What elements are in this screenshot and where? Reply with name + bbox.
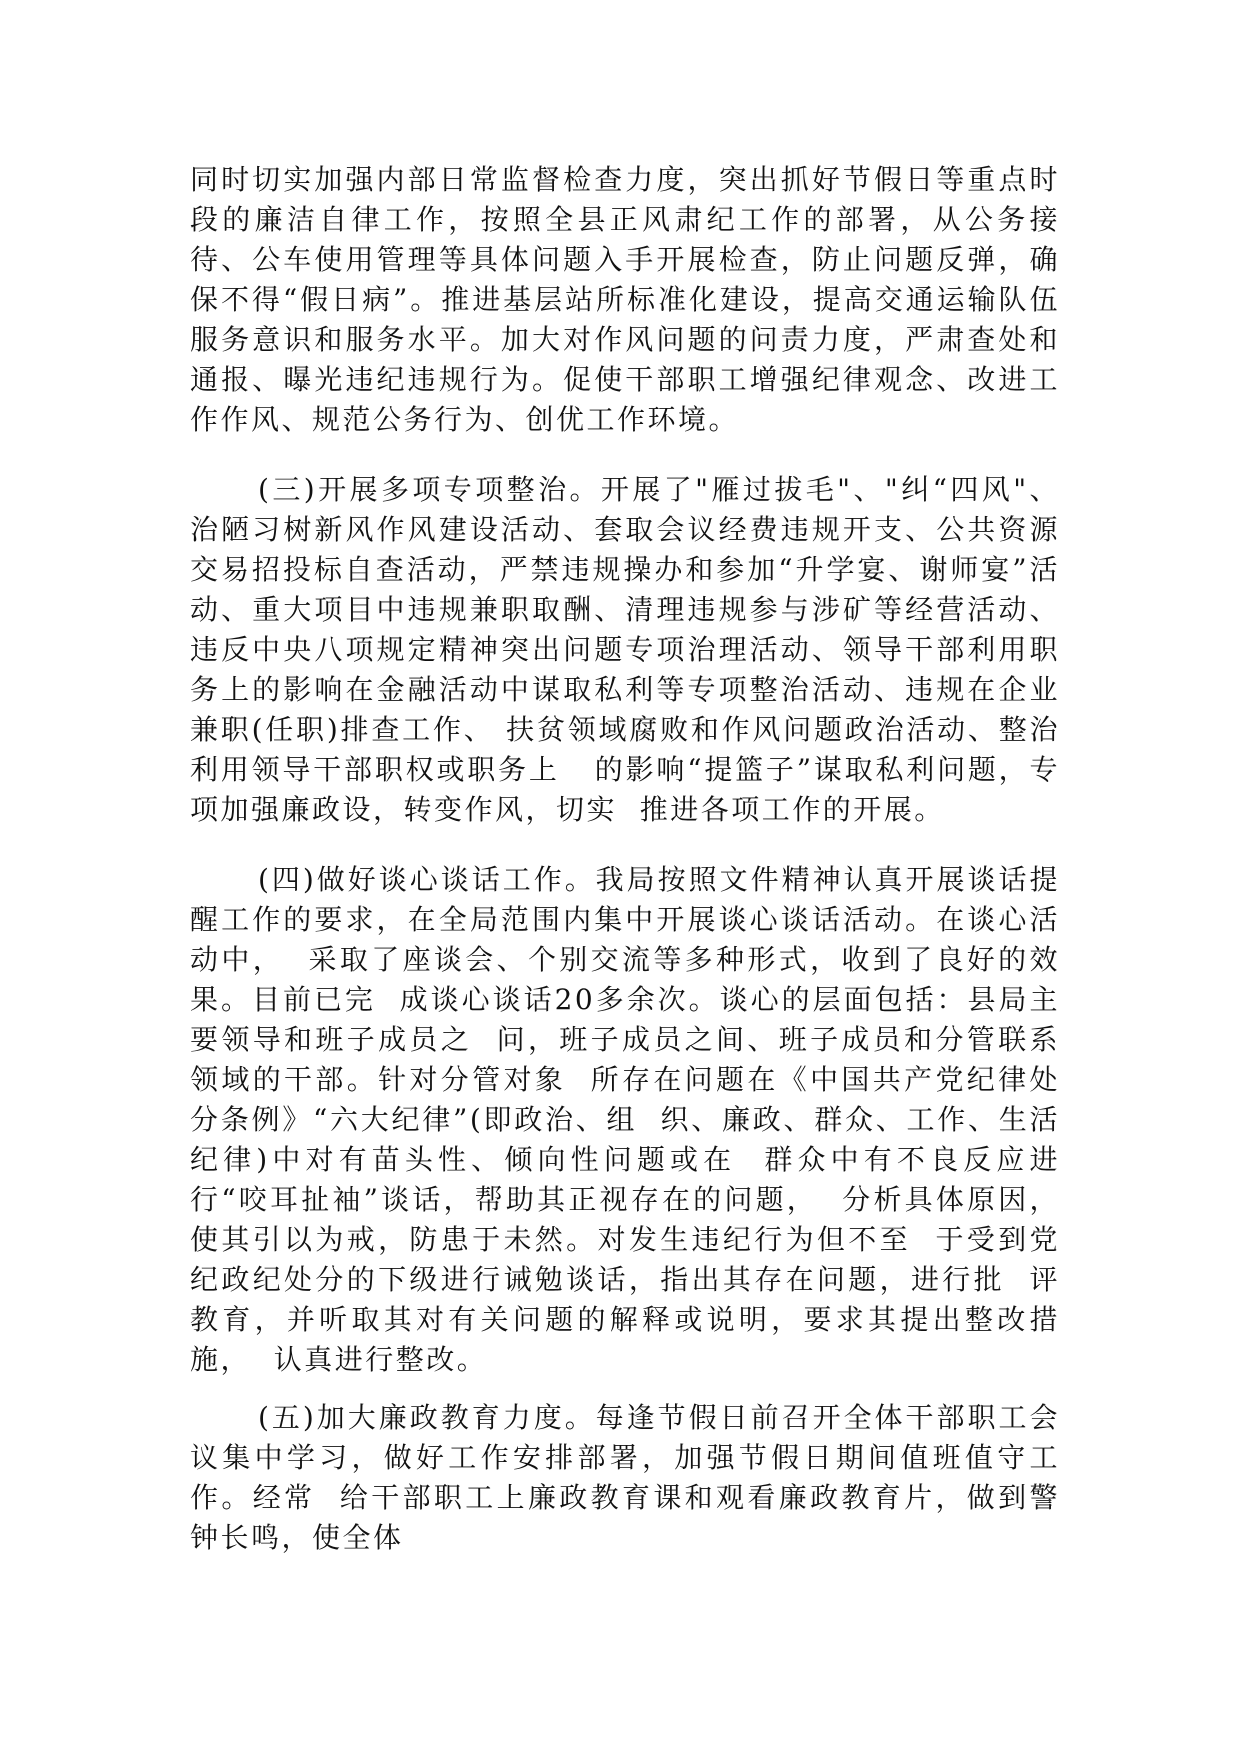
paragraph-section-5: (五)加大廉政教育力度。每逢节假日前召开全体干部职工会议集中学习，做好工作安排部署，加强节假日期间值班值守工作。经常 给干部职工上廉政教育课和观看廉政教育片，做到警钟长鸣，使全体	[190, 1401, 1060, 1554]
paragraph-section-4: (四)做好谈心谈话工作。我局按照文件精神认真开展谈话提醒工作的要求，在全局范围内集中开展谈心谈话活动。在谈心活动中， 采取了座谈会、个别交流等多种形式，收到了良好的效果。目前已完 成谈心谈话20多余次。谈心的层面包括：县局主要领导和班子成员之 问，班子成员之间、班子成员和分管联系领域的干部。针对分管对象 所存在问题在《中国共产党纪律处分条例》“六大纪律”(即政治、组 织、廉政、群众、工作、生活纪律)中对有苗头性、倾向性问题或在 群众中有不良反应进行“咬耳扯袖”谈话，帮助其正视存在的问题， 分析具体原因，使其引以为戒，防患于未然。对发生违纪行为但不至 于受到党纪政纪处分的下级进行诫勉谈话，指出其存在问题，进行批 评教育，并听取其对有关问题的解释或说明，要求其提出整改措施， 认真进行整改。	[190, 863, 1060, 1376]
paragraph-section-3: (三)开展多项专项整治。开展了"雁过拔毛"、"纠“四风"、治陋习树新风作风建设活动、套取会议经费违规开支、公共资源交易招投标自查活动，严禁违规操办和参加“升学宴、谢师宴”活动、重大项目中违规兼职取酬、清理违规参与涉矿等经营活动、违反中央八项规定精神突出问题专项治理活动、领导干部利用职务上的影响在金融活动中谋取私利等专项整治活动、违规在企业兼职(任职)排查工作、 扶贫领域腐败和作风问题政治活动、整治利用领导干部职权或职务上 的影响“提篮子”谋取私利问题，专项加强廉政设，转变作风，切实 推进各项工作的开展。	[190, 473, 1060, 826]
paragraph-continuation: 同时切实加强内部日常监督检查力度，突出抓好节假日等重点时段的廉洁自律工作，按照全县正风肃纪工作的部署，从公务接待、公车使用管理等具体问题入手开展检查，防止问题反弹，确保不得“假日病”。推进基层站所标准化建设，提高交通运输队伍服务意识和服务水平。加大对作风问题的问责力度，严肃查处和通报、曝光违纪违规行为。促使干部职工增强纪律观念、改进工作作风、规范公务行为、创优工作环境。	[190, 163, 1060, 436]
document-page	[190, 160, 1060, 1558]
